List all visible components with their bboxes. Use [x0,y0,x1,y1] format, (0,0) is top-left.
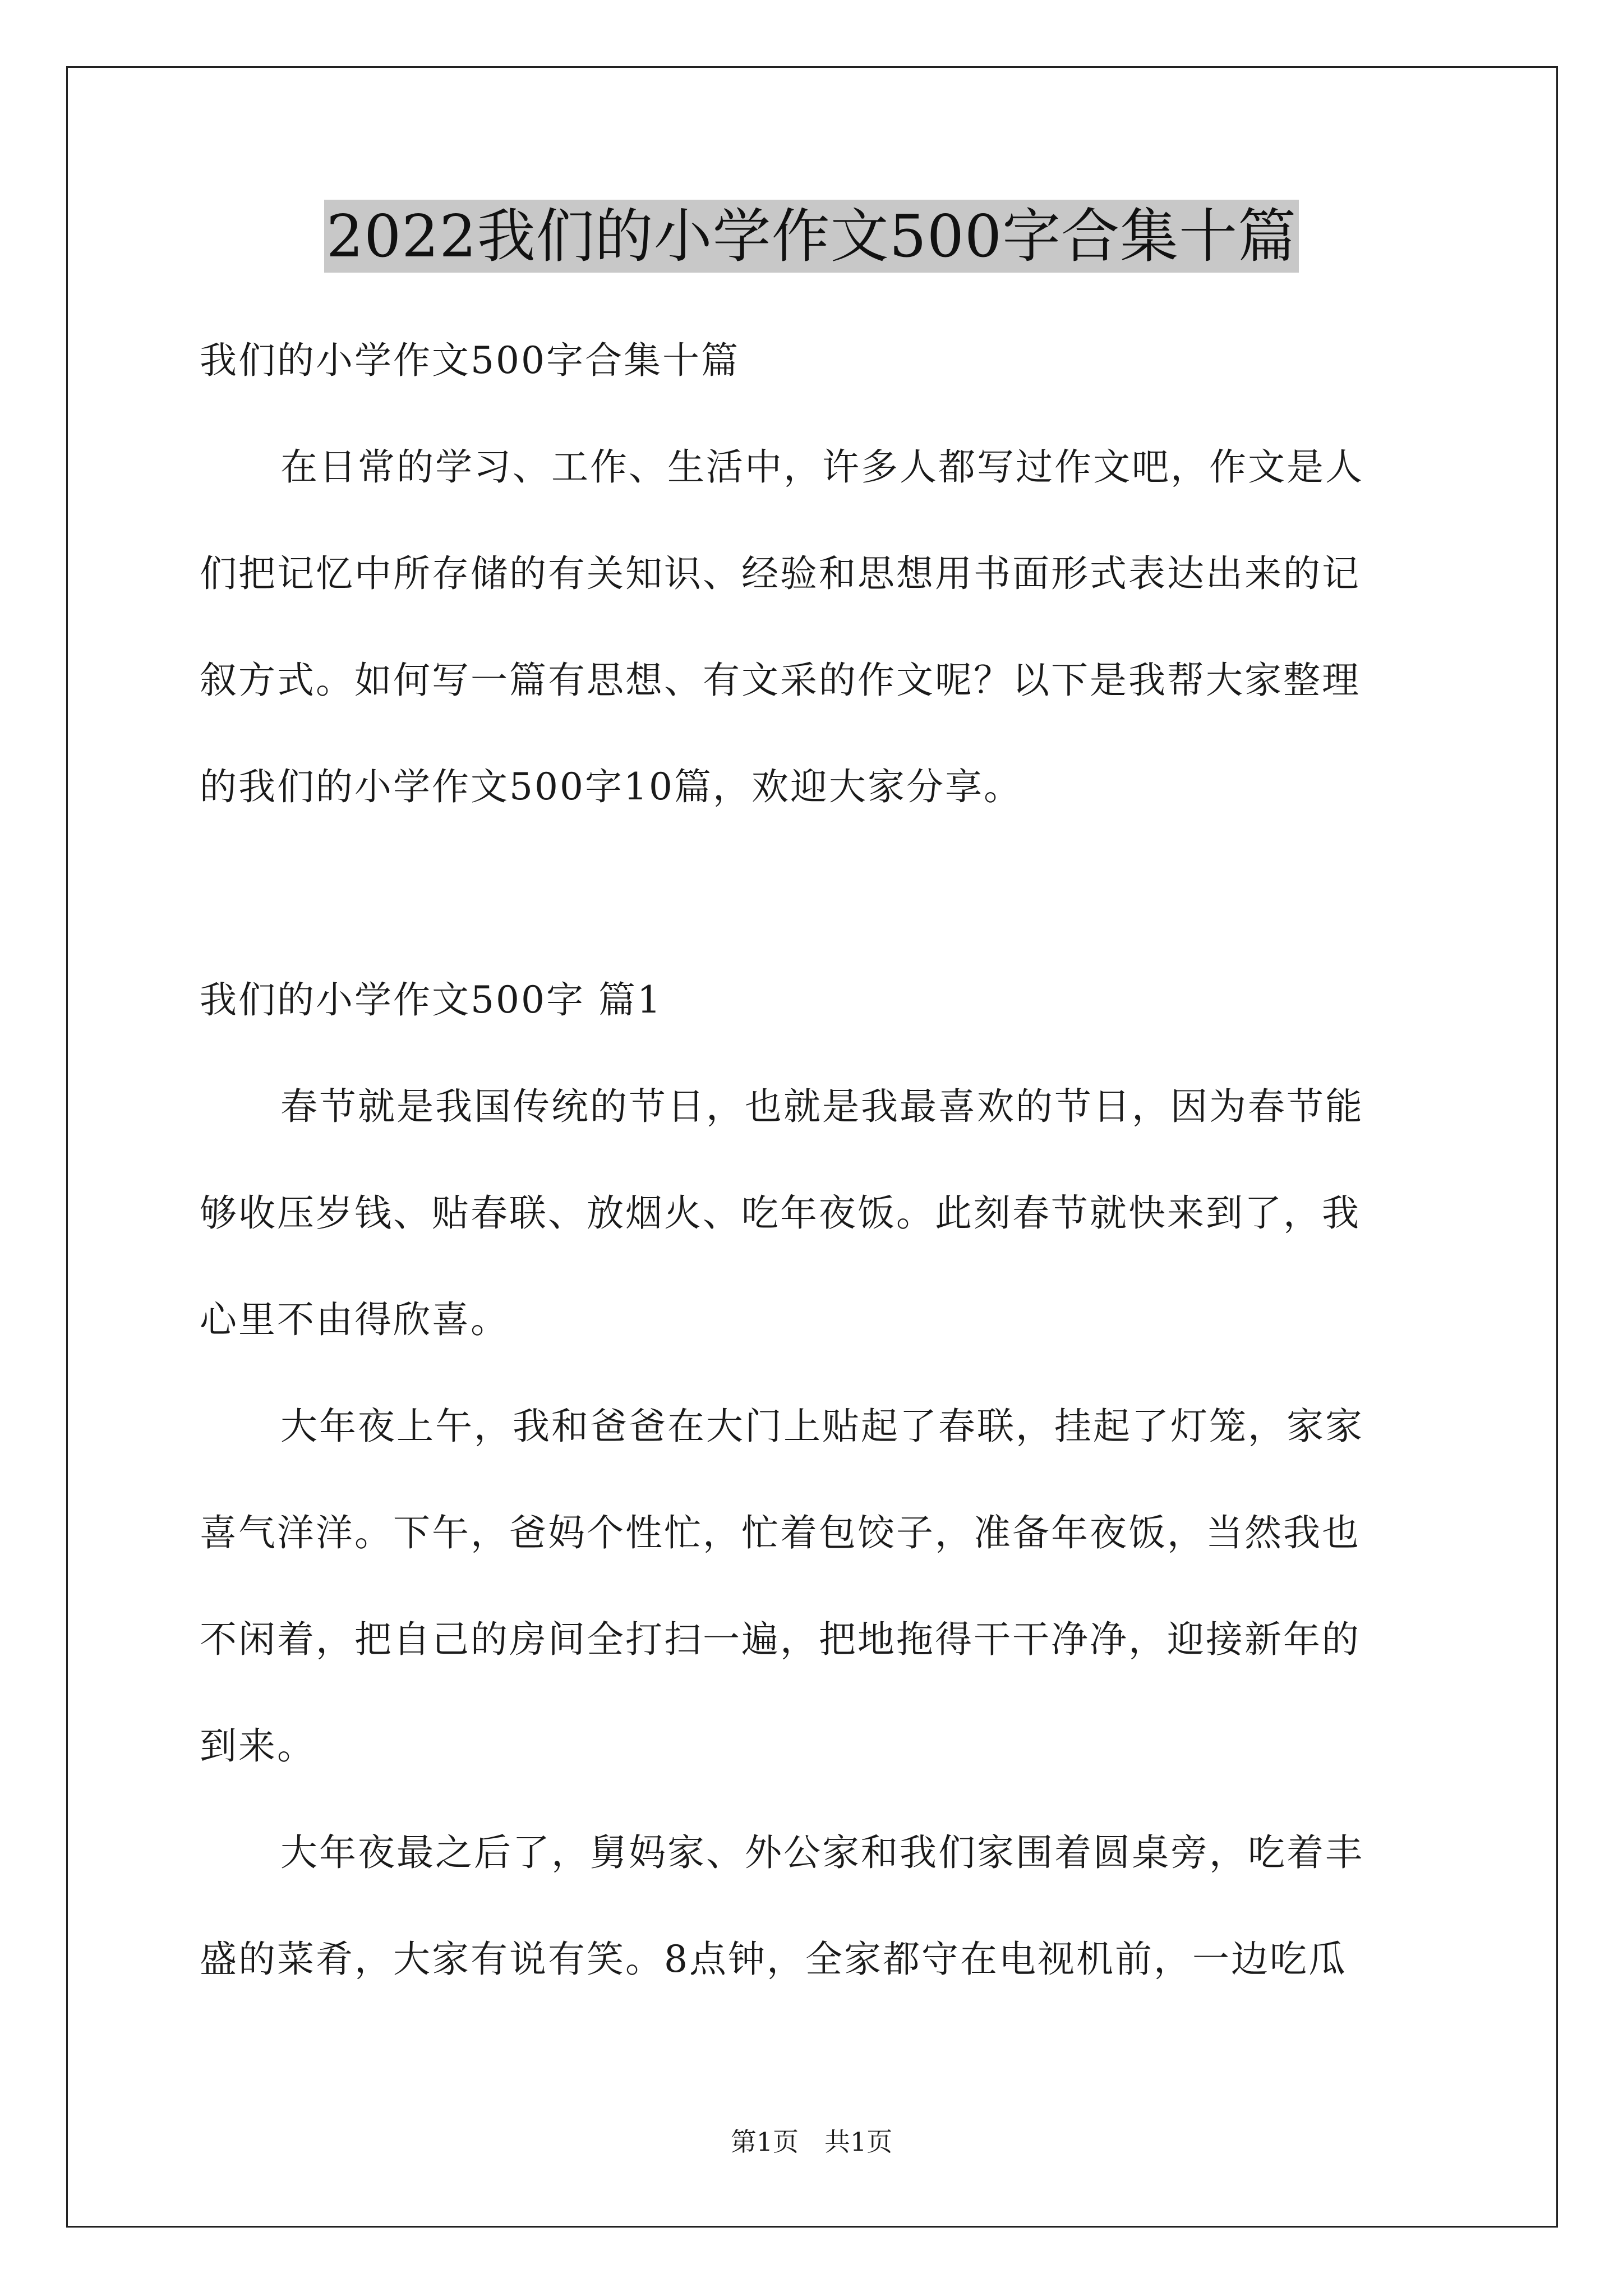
document-body [200,307,1428,2013]
subtitle-line: 我们的小学作文500字合集十篇 [200,339,740,382]
document-title: 2022我们的小学作文500字合集十篇 [324,200,1299,273]
intro-paragraph-line: 们把记忆中所存储的有关知识、经验和思想用书面形式表达出来的记 [200,552,1361,595]
section-heading: 我们的小学作文500字 篇1 [200,978,662,1022]
essay-paragraph-line: 到来。 [200,1724,316,1768]
section-spacer [200,840,1428,947]
essay-paragraph-line: 够收压岁钱、贴春联、放烟火、吃年夜饭。此刻春节就快来到了，我 [200,1191,1361,1235]
title-container [0,200,1623,273]
essay-paragraph-line: 不闲着，把自己的房间全打扫一遍，把地拖得干干净净，迎接新年的 [200,1618,1361,1661]
essay-paragraph-line: 心里不由得欣喜。 [200,1298,509,1341]
essay-paragraph-line: 喜气洋洋。下午，爸妈个性忙，忙着包饺子，准备年夜饭，当然我也 [200,1511,1361,1554]
page-number: 第1页 共1页 [730,2127,893,2157]
essay-paragraph-line: 大年夜上午，我和爸爸在大门上贴起了春联，挂起了灯笼，家家 [280,1405,1364,1448]
intro-paragraph-line: 在日常的学习、工作、生活中，许多人都写过作文吧，作文是人 [280,445,1364,489]
essay-paragraph-line: 盛的菜肴，大家有说有笑。8点钟，全家都守在电视机前，一边吃瓜 [200,1938,1347,1981]
intro-paragraph-line: 叙方式。如何写一篇有思想、有文采的作文呢？以下是我帮大家整理 [200,659,1361,702]
intro-paragraph-line: 的我们的小学作文500字10篇，欢迎大家分享。 [200,765,1022,808]
essay-paragraph-line: 春节就是我国传统的节日，也就是我最喜欢的节日，因为春节能 [280,1085,1364,1128]
essay-paragraph-line: 大年夜最之后了，舅妈家、外公家和我们家围着圆桌旁，吃着丰 [280,1831,1364,1874]
